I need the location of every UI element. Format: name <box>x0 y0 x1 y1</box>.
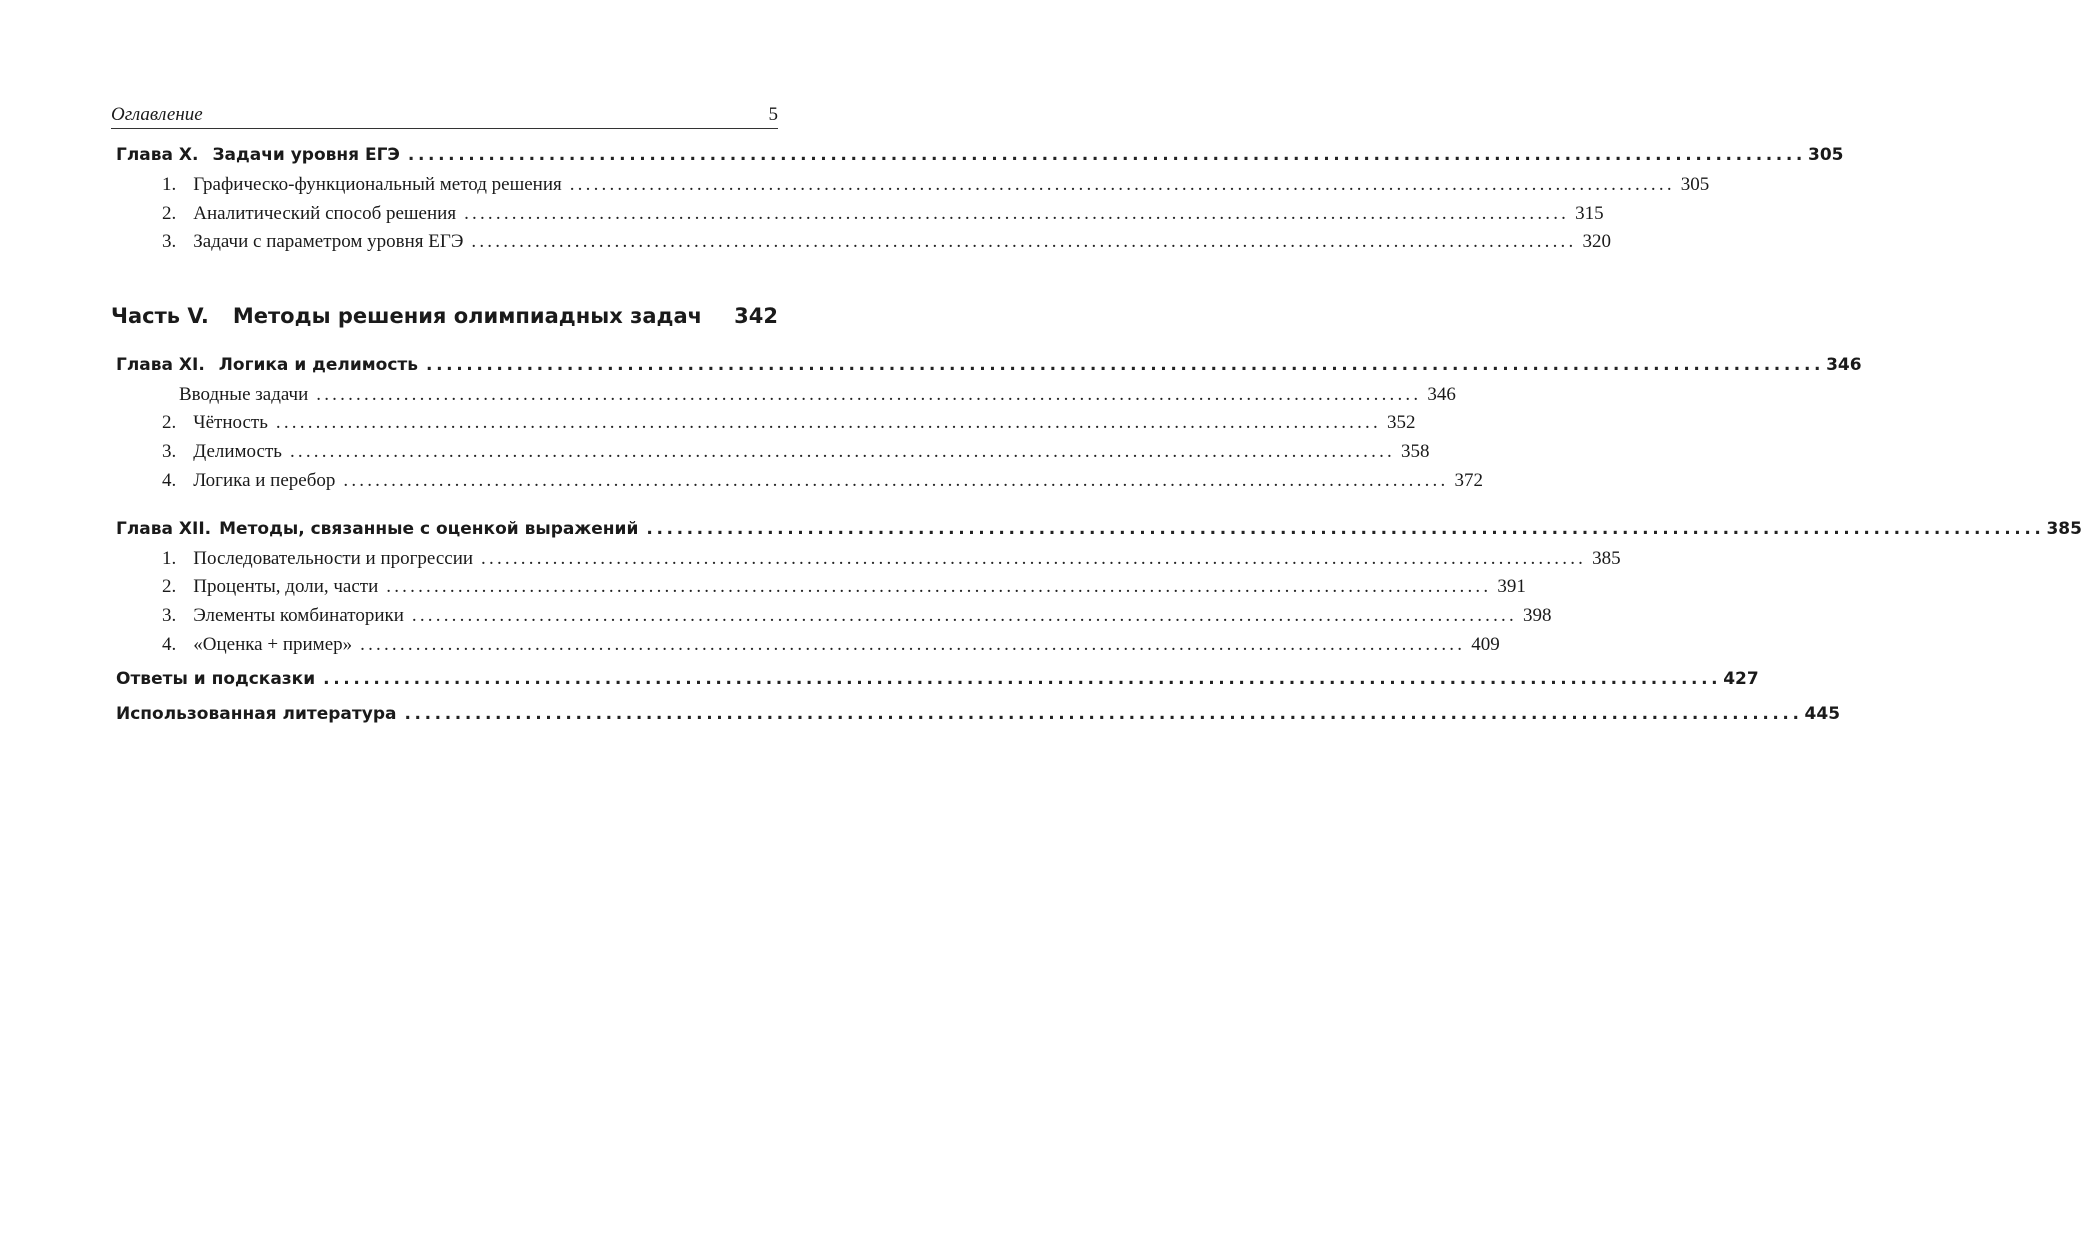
section-number: 1. <box>162 548 177 569</box>
section-page: 320 <box>1582 231 1611 252</box>
section-title: Графическо-функциональный метод решения <box>193 174 562 195</box>
section-page: 372 <box>1454 470 1483 491</box>
dot-leader: ........................................................................................................................................... <box>471 231 1577 252</box>
literature-page: 445 <box>1804 704 1841 724</box>
dot-leader: ........................................................................................................................................... <box>275 412 1381 433</box>
toc-section[interactable] <box>0 412 1416 440</box>
section-page: 352 <box>1386 412 1416 433</box>
section-number: 3. <box>162 441 177 462</box>
section-title: Делимость <box>193 441 282 462</box>
dot-leader: ........................................................................................................................................... <box>360 634 1466 655</box>
section-number: 1. <box>162 174 177 195</box>
dot-leader: ........................................................................................................................................... <box>569 174 1675 195</box>
part-title: Методы решения олимпиадных задач <box>232 304 703 328</box>
toc-literature[interactable] <box>0 704 1841 732</box>
part-label: Часть V. <box>111 304 209 328</box>
section-title: Последовательности и прогрессии <box>193 548 474 569</box>
dot-leader: ........................................................................................................................................... <box>411 605 1517 626</box>
section-page: 346 <box>1427 384 1456 405</box>
section-number: 4. <box>162 470 177 491</box>
toc-chapter-xi[interactable] <box>0 355 1862 383</box>
toc-part-v[interactable] <box>0 304 878 336</box>
dot-leader: ........................................................................................................................................... <box>481 548 1587 569</box>
chapter-title: Методы, связанные с оценкой выражений <box>219 519 639 539</box>
running-header <box>111 103 778 129</box>
section-number: 4. <box>162 634 177 655</box>
literature-title: Использованная литература <box>116 704 397 724</box>
header-page-number: 5 <box>768 104 778 125</box>
section-page: 409 <box>1471 634 1500 655</box>
toc-chapter-x[interactable] <box>0 145 1844 173</box>
section-number: 2. <box>162 203 177 224</box>
section-page: 315 <box>1575 203 1604 224</box>
toc-chapter-xii[interactable] <box>0 519 2082 547</box>
header-title: Оглавление <box>111 104 203 125</box>
section-page: 305 <box>1680 174 1710 195</box>
section-page: 391 <box>1497 576 1526 597</box>
chapter-page: 385 <box>2046 519 2082 539</box>
section-page: 385 <box>1592 548 1621 569</box>
dot-leader: ........................................................................................................................................... <box>646 519 2045 539</box>
section-page: 398 <box>1522 605 1552 626</box>
toc-section[interactable] <box>0 203 1604 231</box>
section-number: 2. <box>162 412 177 433</box>
section-number: 3. <box>162 231 177 252</box>
section-title: Аналитический способ решения <box>193 203 457 224</box>
chapter-page: 305 <box>1807 145 1844 165</box>
section-number: 3. <box>162 605 177 626</box>
toc-section[interactable] <box>0 548 1621 576</box>
section-title: Логика и перебор <box>193 470 336 491</box>
toc-section[interactable] <box>0 634 1500 662</box>
section-title: Вводные задачи <box>179 384 309 405</box>
toc-section[interactable] <box>0 384 1456 412</box>
section-number: 2. <box>162 576 177 597</box>
section-title: «Оценка + пример» <box>193 634 353 655</box>
dot-leader: ........................................................................................................................................... <box>343 470 1449 491</box>
toc-section[interactable] <box>0 441 1430 469</box>
dot-leader: ........................................................................................................................................... <box>316 384 1422 405</box>
section-title: Проценты, доли, части <box>193 576 379 597</box>
chapter-page: 346 <box>1826 355 1862 375</box>
dot-leader: ........................................................................................................................................... <box>426 355 1825 375</box>
answers-title: Ответы и подсказки <box>116 669 316 689</box>
toc-section[interactable] <box>0 174 1710 202</box>
dot-leader: ........................................................................................................................................... <box>289 441 1395 462</box>
toc-section[interactable] <box>0 605 1552 633</box>
toc-section[interactable] <box>0 576 1526 604</box>
toc-section[interactable] <box>0 470 1483 498</box>
chapter-title: Логика и делимость <box>218 355 419 375</box>
section-title: Элементы комбинаторики <box>193 605 404 626</box>
dot-leader: ........................................................................................................................................... <box>386 576 1492 597</box>
section-title: Задачи с параметром уровня ЕГЭ <box>193 231 464 252</box>
chapter-title: Задачи уровня ЕГЭ <box>212 145 400 165</box>
section-title: Чётность <box>193 412 268 433</box>
toc-answers[interactable] <box>0 669 1759 697</box>
dot-leader: ........................................................................................................................................... <box>464 203 1570 224</box>
part-page: 342 <box>734 304 778 328</box>
answers-page: 427 <box>1723 669 1759 689</box>
dot-leader: ........................................................................................................................................... <box>407 145 1806 165</box>
dot-leader: ........................................................................................................................................... <box>404 704 1803 724</box>
chapter-label: Глава X. <box>116 145 199 165</box>
toc-section[interactable] <box>0 231 1611 259</box>
chapter-label: Глава XII. <box>116 519 212 539</box>
section-page: 358 <box>1401 441 1430 462</box>
chapter-label: Глава XI. <box>116 355 205 375</box>
dot-leader: ........................................................................................................................................... <box>323 669 1722 689</box>
